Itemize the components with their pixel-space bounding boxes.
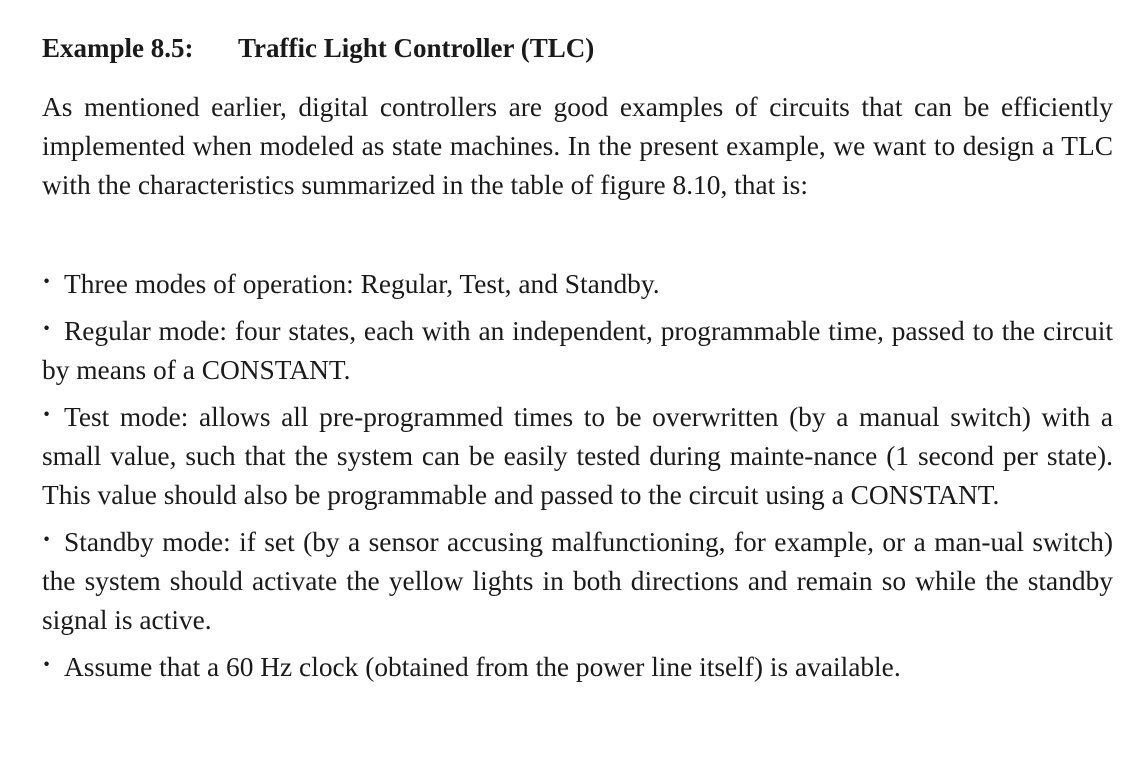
example-heading bbox=[42, 30, 594, 66]
example-label: Example 8.5: bbox=[42, 33, 194, 63]
bullet-icon: · bbox=[42, 649, 52, 679]
list-item-text: Assume that a 60 Hz clock (obtained from the power line itself) is available. bbox=[64, 652, 901, 682]
bullet-icon: · bbox=[42, 524, 52, 554]
requirements-list bbox=[42, 265, 1113, 695]
list-item bbox=[42, 523, 1113, 640]
bullet-icon: · bbox=[42, 266, 52, 296]
list-item-text: Three modes of operation: Regular, Test, and Standby. bbox=[64, 269, 660, 299]
list-item bbox=[42, 312, 1113, 390]
example-title: Traffic Light Controller (TLC) bbox=[238, 33, 595, 63]
list-item-text: Standby mode: if set (by a sensor accusing malfunctioning, for example, or a man-ual switch) the system should activate the yellow lights in both directions and remain so while the standby signal is active. bbox=[42, 527, 1113, 635]
list-item bbox=[42, 398, 1113, 515]
bullet-icon: · bbox=[42, 399, 52, 429]
list-item-text: Regular mode: four states, each with an independent, programmable time, passed to the circuit by means of a CONSTANT. bbox=[42, 316, 1113, 385]
bullet-icon: · bbox=[42, 313, 52, 343]
list-item-text: Test mode: allows all pre-programmed times to be overwritten (by a manual switch) with a small value, such that the system can be easily tested during mainte-nance (1 second per state). This value should also be programmable and passed to the circuit using a CONSTANT. bbox=[42, 402, 1113, 510]
list-item bbox=[42, 648, 1113, 687]
list-item bbox=[42, 265, 1113, 304]
intro-paragraph: As mentioned earlier, digital controllers are good examples of circuits that can be efficiently implemented when modeled as state machines. In the present example, we want to design a TLC with the characteristics summarized in the table of figure 8.10, that is: bbox=[42, 92, 1113, 200]
